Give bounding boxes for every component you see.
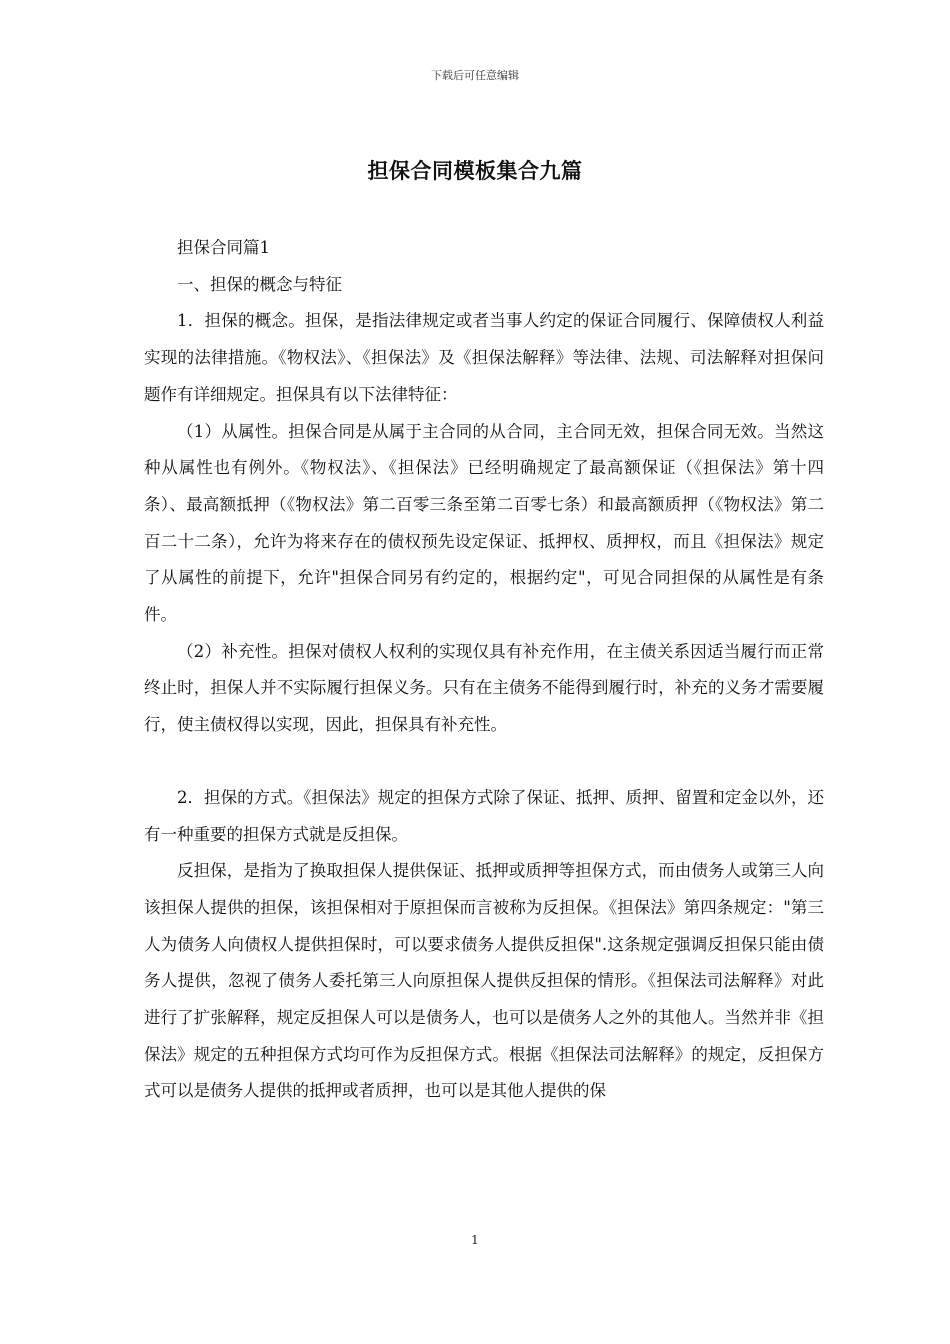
document-body [144,230,824,1110]
section-heading: 担保合同篇1 [177,238,270,257]
subsection-heading: 一、担保的概念与特征 [177,274,342,294]
document-title: 担保合同模板集合九篇 [367,158,583,183]
body-paragraph: 1．担保的概念。担保，是指法律规定或者当事人约定的保证合同履行、保障债权人利益实现的法律措施。《物权法》、《担保法》及《担保法解释》等法律、法规、司法解释对担保问题作有详细规定。担保具有以下法律特征： [144,311,824,404]
page-number: 1 [471,1233,479,1247]
body-paragraph: （2）补充性。担保对债权人权利的实现仅具有补充作用，在主债关系因适当履行而正常终止时，担保人并不实际履行担保义务。只有在主债务不能得到履行时，补充的义务才需要履行，使主债权得以实现，因此，担保具有补充性。 [144,641,824,735]
header-note: 下载后可任意编辑 [431,69,519,82]
body-paragraph: 2．担保的方式。《担保法》规定的担保方式除了保证、抵押、质押、留置和定金以外，还有一种重要的担保方式就是反担保。 [144,787,824,844]
body-paragraph: （1）从属性。担保合同是从属于主合同的从合同，主合同无效，担保合同无效。当然这种从属性也有例外。《物权法》、《担保法》已经明确规定了最高额保证（《担保法》第十四条）、最高额抵押（《物权法》第二百零三条至第二百零七条）和最高额质押（《物权法》第二百二十二条），允许为将来存在的债权预先设定保证、抵押权、质押权，而且《担保法》规定了从属性的前提下，允许"担保合同另有约定的，根据约定"，可见合同担保的从属性是有条件。 [144,421,824,625]
body-paragraph: 反担保，是指为了换取担保人提供保证、抵押或质押等担保方式，而由债务人或第三人向该担保人提供的担保，该担保相对于原担保而言被称为反担保。《担保法》第四条规定："第三人为债务人向债权人提供担保时，可以要求债务人提供反担保".这条规定强调反担保只能由债务人提供，忽视了债务人委托第三人向原担保人提供反担保的情形。《担保法司法解释》对此进行了扩张解释，规定反担保人可以是债务人，也可以是债务人之外的其他人。当然并非《担保法》规定的五种担保方式均可作为反担保方式。根据《担保法司法解释》的规定，反担保方式可以是债务人提供的抵押或者质押，也可以是其他人提供的保 [144,861,824,1101]
